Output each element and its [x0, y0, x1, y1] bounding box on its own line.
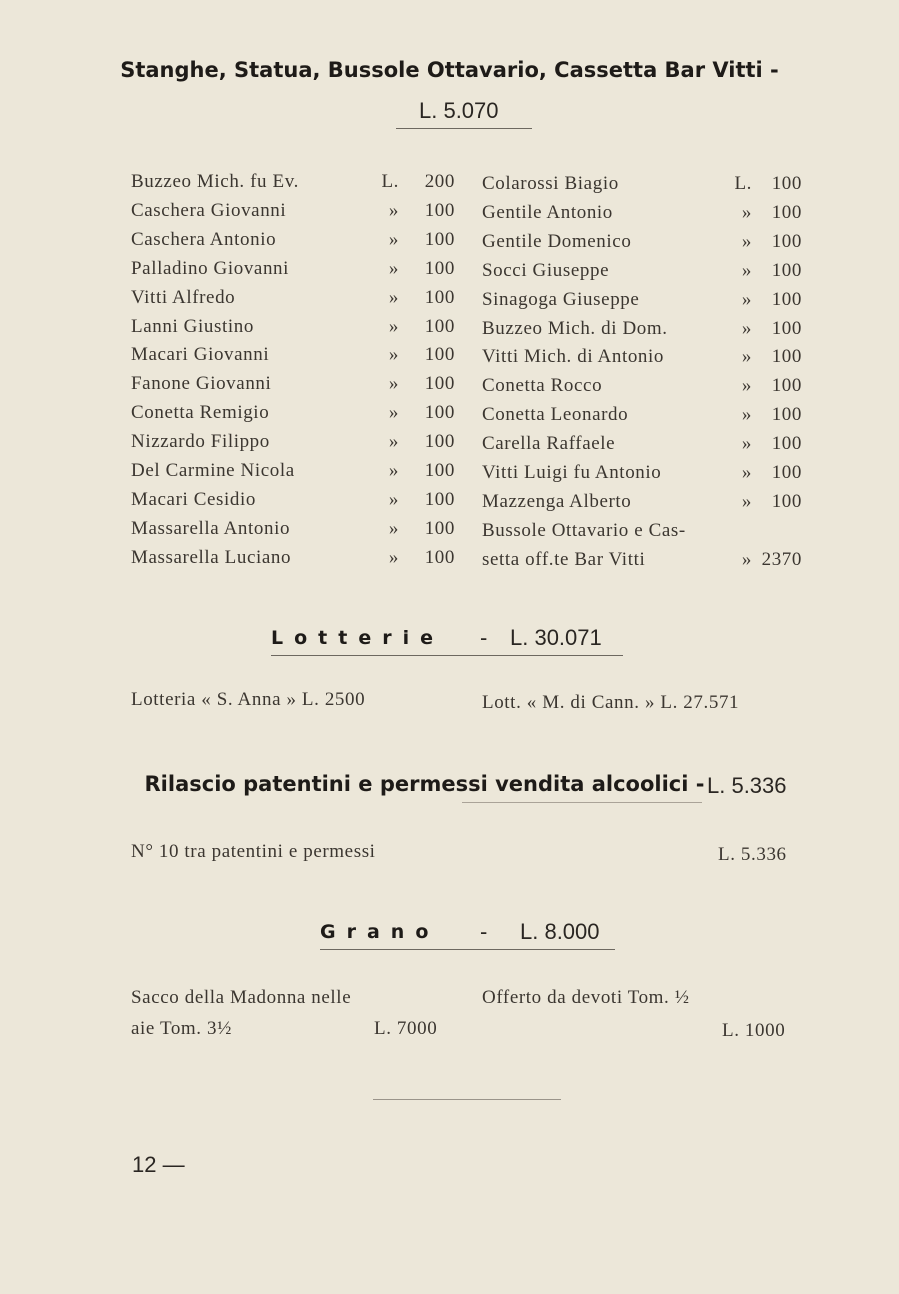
donation-value: 100: [771, 317, 802, 339]
donor-name: Buzzeo Mich. fu Ev.: [131, 171, 299, 192]
currency-mark: L.: [734, 173, 752, 194]
donor-name: Massarella Luciano: [131, 546, 292, 568]
currency-mark: »: [388, 286, 399, 308]
donation-value: 100: [771, 404, 802, 426]
list-item: [0, 375, 899, 401]
donation-value: 100: [424, 431, 455, 453]
donation-value: 100: [771, 375, 802, 397]
currency-mark: »: [388, 517, 399, 539]
donor-name: Conetta Remigio: [131, 402, 270, 424]
donation-value: 2370: [761, 548, 802, 570]
currency-mark: »: [388, 488, 399, 510]
page-number: 12 —: [132, 1152, 185, 1177]
currency-mark: »: [741, 433, 752, 455]
grain-right-line1: Offerto da devoti Tom. ½: [482, 987, 690, 1008]
donation-value: 100: [771, 433, 802, 455]
currency-mark: »: [388, 546, 399, 568]
donation-value: 200: [424, 171, 455, 192]
donor-name: Conetta Leonardo: [482, 404, 629, 426]
donor-name: Caschera Giovanni: [131, 199, 287, 221]
donor-name: Nizzardo Filippo: [131, 431, 270, 453]
section-dash-grano: -: [480, 919, 488, 944]
donor-name: Vitti Alfredo: [131, 286, 236, 308]
donation-value: 100: [771, 259, 802, 281]
list-item: [0, 257, 899, 286]
currency-mark: »: [388, 460, 399, 481]
donor-name: Lanni Giustino: [131, 315, 254, 337]
list-item: [0, 199, 899, 228]
donor-name: Caschera Antonio: [131, 228, 277, 250]
donation-value: 100: [771, 346, 802, 368]
currency-mark: »: [741, 230, 752, 252]
donor-name: Socci Giuseppe: [482, 259, 610, 281]
list-item: [0, 404, 899, 430]
donor-name: Fanone Giovanni: [131, 373, 272, 395]
currency-mark: »: [388, 431, 399, 453]
donor-name: setta off.te Bar Vitti: [482, 548, 646, 570]
currency-mark: L.: [381, 171, 399, 192]
donation-value: 100: [424, 488, 455, 510]
section-title-lotterie: Lotterie: [271, 627, 444, 649]
permits-description: N° 10 tra patentini e permessi: [131, 841, 376, 862]
donor-name: Del Carmine Nicola: [131, 460, 295, 481]
donor-name: Gentile Antonio: [482, 201, 613, 223]
lottery-entry-left: Lotteria « S. Anna » L. 2500: [131, 689, 366, 710]
donor-name: Sinagoga Giuseppe: [482, 288, 640, 310]
donor-name: Massarella Antonio: [131, 517, 291, 539]
end-rule: [373, 1099, 561, 1100]
currency-mark: »: [741, 317, 752, 339]
donor-name: Macari Giovanni: [131, 344, 270, 366]
section-title-grano: Grano: [320, 921, 440, 943]
section-title-rilascio: Rilascio patentini e permessi vendita alcoolici -: [144, 772, 705, 796]
currency-mark: »: [741, 404, 752, 426]
donor-name: Bussole Ottavario e Cas-: [482, 519, 686, 541]
currency-mark: »: [741, 346, 752, 368]
list-item: [0, 546, 899, 575]
donor-name: Vitti Mich. di Antonio: [482, 346, 665, 368]
donation-value: 100: [771, 490, 802, 512]
donation-value: 100: [424, 344, 455, 366]
donor-name: Vitti Luigi fu Antonio: [482, 462, 662, 483]
currency-mark: »: [741, 201, 752, 223]
grain-left-line2: aie Tom. 3½: [131, 1018, 232, 1039]
grano-underline: [320, 949, 615, 950]
currency-mark: »: [388, 228, 399, 250]
donation-value: 100: [424, 460, 455, 481]
rilascio-underline: [462, 802, 702, 803]
currency-mark: »: [741, 288, 752, 310]
currency-mark: »: [741, 490, 752, 512]
list-item: [0, 286, 899, 315]
donor-name: Macari Cesidio: [131, 488, 257, 510]
list-item: [0, 173, 899, 199]
currency-mark: »: [741, 375, 752, 397]
list-item: [0, 228, 899, 257]
list-item: [0, 517, 899, 546]
currency-mark: »: [741, 548, 752, 570]
donation-value: 100: [771, 201, 802, 223]
grain-right-value: L. 1000: [722, 1020, 786, 1041]
donation-value: 100: [424, 228, 455, 250]
donor-name: Colarossi Biagio: [482, 173, 619, 194]
section-dash-lotterie: -: [480, 625, 488, 650]
currency-mark: »: [388, 373, 399, 395]
section-amount-lotterie: L. 30.071: [510, 625, 602, 650]
currency-mark: »: [388, 402, 399, 424]
donation-value: 100: [771, 462, 802, 483]
section-title-stanghe: Stanghe, Statua, Bussole Ottavario, Cassetta Bar Vitti -: [120, 58, 779, 82]
donor-name: Mazzenga Alberto: [482, 490, 632, 512]
section-amount-grano: L. 8.000: [520, 919, 600, 944]
currency-mark: »: [388, 257, 399, 279]
currency-mark: »: [388, 315, 399, 337]
amount-underline: [396, 128, 532, 129]
donation-value: 100: [424, 315, 455, 337]
donor-name: Conetta Rocco: [482, 375, 603, 397]
donor-name: Palladino Giovanni: [131, 257, 290, 279]
donation-value: 100: [424, 402, 455, 424]
lotterie-underline: [271, 655, 623, 656]
donation-value: 100: [771, 288, 802, 310]
donation-value: 100: [424, 199, 455, 221]
list-item: [0, 433, 899, 459]
list-item: [0, 315, 899, 344]
list-item: [0, 462, 899, 488]
section-amount-stanghe: L. 5.070: [419, 98, 499, 123]
grain-left-line1: Sacco della Madonna nelle: [131, 987, 352, 1008]
donation-value: 100: [771, 230, 802, 252]
donation-value: 100: [424, 546, 455, 568]
donation-value: 100: [424, 257, 455, 279]
donor-name: Gentile Domenico: [482, 230, 632, 252]
donor-name: Carella Raffaele: [482, 433, 616, 455]
currency-mark: »: [741, 462, 752, 483]
donor-name: Buzzeo Mich. di Dom.: [482, 317, 668, 339]
donation-value: 100: [424, 373, 455, 395]
lottery-entry-right: Lott. « M. di Cann. » L. 27.571: [482, 692, 740, 713]
grain-left-value: L. 7000: [374, 1018, 438, 1039]
currency-mark: »: [741, 259, 752, 281]
list-item: [0, 488, 899, 517]
donation-value: 100: [424, 517, 455, 539]
currency-mark: »: [388, 344, 399, 366]
section-amount-rilascio: L. 5.336: [707, 773, 787, 798]
donation-value: 100: [424, 286, 455, 308]
permits-value: L. 5.336: [718, 844, 787, 865]
list-item: [0, 346, 899, 372]
currency-mark: »: [388, 199, 399, 221]
donation-value: 100: [771, 173, 802, 194]
